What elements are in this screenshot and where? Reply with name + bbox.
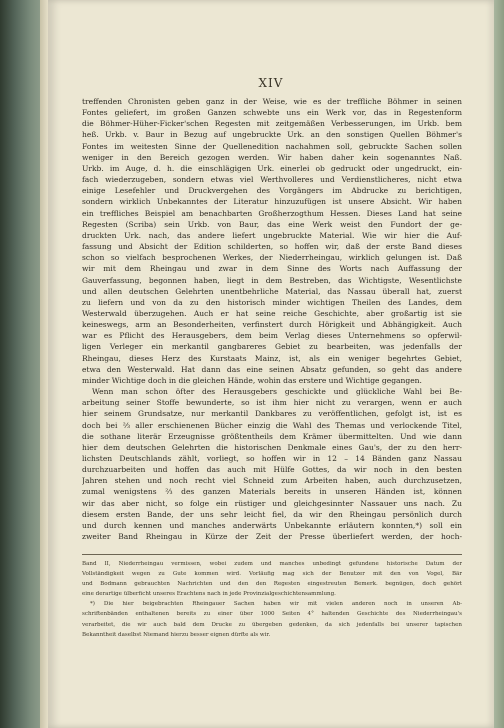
text-line: eine derartige ülberficht unseres Erachtens nach in jede Provinzialgeschichtensammlung. [82,591,336,598]
text-line: verarbeitet, die wir auch bald dem Drucke zu übergeben gedenken, da sich jedenfalls bei unserer tapischen [82,621,462,628]
text-line: Regesten (Scriba) sein Urkb. von Baur, das eine Werk weist den Fundort der ge- [82,219,462,229]
text-line: durchzuarbeiten und hoffen das auch mit Hülfe Gottes, da wir noch in den besten [82,465,462,475]
footnote-divider [82,554,462,555]
text-line: Gauverfassung, begonnen haben, liegt in dem Bestreben, das Wichtigste, Wesentlichste [82,275,462,285]
text-line: doch bei ⅔ aller erschienenen Bücher einzig die Wahl des Themas und verlockende Titel, [82,420,462,430]
footnotes [82,559,462,640]
text-line: Urkb. im Auge, d. h. die einschlägigen Urk. einerlei ob gedruckt oder ungedruckt, ein- [82,163,462,173]
text-line: Westerwald überzugehen. Auch er hat seine reiche Geschichte, aber großartig ist sie [82,308,462,318]
text-line: zweiter Band Rheingau in Kürze der Zeit der Presse überliefert werden, der hoch- [82,532,462,542]
text-line: Jahren stehen und noch recht viel Schneid zum Arbeiten haben, auch durchzusetzen, [82,476,462,486]
text-line: die sothane literär Erzeugnisse größtentheils dem Krämer übermittelten. Und wie dann [82,431,462,441]
main-text [82,96,462,542]
text-line: wir das aber nicht, so folge ein rüstiger und gleichgesinnter Nassauer uns nach. Zu [82,498,462,508]
text-line: zumal wenigstens ⅔ des ganzen Materials bereits in unseren Händen ist, können [82,487,462,497]
text-line: ein treffliches Beispiel am benachbarten Großherzogthum Hessen. Dieses Land hat seine [82,208,462,218]
text-line: arbeitung seiner Stoffe bewunderte, so ist ihm hier nicht zu verargen, wenn er auch [82,398,462,408]
text-line: schon so vielfach besprochenen Werkes, der Niederrheingau, wirklich gelungen ist. Daß [82,253,462,263]
text-line: Fontes im weitesten Sinne der Quellenedition nachahmen soll, gebruckte Sachen sollen [82,141,462,151]
text-line: Bekanntheit daselbst Niemand hierzu besser eignen dürfte als wir. [82,631,271,638]
text-line: war es Pflicht des Herausgebers, dem beim Verlag dieses Unternehmens so opferwil- [82,331,462,341]
text-line: zu liefern und von da zu den historisch minder wichtigen Theilen des Landes, dem [82,297,462,307]
text-line: hier dem deutschen Gelehrten die historischen Denkmale eines Gau's, der zu den herr- [82,442,462,452]
text-line: fach wiederzugeben, sondern etwas viel Werthvolleres und Verdienstlicheres, nicht etwa [82,175,462,185]
text-line: die Böhmer-Hüher-Ficker'schen Regesten mit zeitgemäßen Verbesserungen, im Urkb. bem [82,119,462,129]
text-line: und durch kennen und manches anderwärts Unbekannte erläutern konnten,*) soll ein [82,520,462,530]
book-cover-edge [494,0,504,728]
text-line: druckten Urk. nach, das andere liefert ungebruckte Material. Wie wir hier die Auf- [82,230,462,240]
text-line: lichsten Deutschlands zählt, vorliegt, so hoffen wir in 12 – 14 Bänden ganz Nassau [82,454,462,463]
text-line: minder Wichtige doch in die gleichen Hände, wohin das erstere und Wichtige gegangen. [82,375,422,385]
text-line: treffenden Chronisten geben ganz in der Weise, wie es der treffliche Böhmer in seinen [82,97,462,106]
text-line: ligen Verleger ein merkantil gangbareres Gebiet zu bearbeiten, was jedenfalls der [82,342,462,352]
text-line: etwa den Westerwald. Hat dann das eine seinen Absatz gefunden, so geht das andere [82,364,462,374]
text-line: keineswegs, arm an Besonderheiten, verfinstert durch Hörigkeit und Abhängigkeit. Auch [82,320,462,330]
page-stack-edge [40,0,48,728]
text-line: *) Die hier beigebrachten Rheingauer Sachen haben wir mit vielen anderen noch in unseren Ab- [90,601,462,608]
text-line: weniger in den Bereich gezogen werden. Wir haben daher kein sogenanntes Naß. [82,152,462,162]
text-line: fassung und Absicht der Edition schilderten, so hoffen wir, daß der erste Band dieses [82,242,462,252]
text-line: schriftenbänden enthaltenen bereits zu einer über 1000 Seiten 4° haltenden Geschichte des Niederrheingau's [82,611,462,618]
text-line: und Bodmann gebrauchten Nachrichten und den den Regesten eingestreuten Bemerk. begnügen, doch gehört [82,581,462,588]
text-line: und allen deutschen Gelehrten unentbehrliche Material, das Nassau überall hat, zuerst [82,286,462,296]
text-line: Rheingau, dieses Herz des Kurstaats Mainz, ist, als ein weniger begehrtes Gebiet, [82,353,462,363]
text-line: einige Lesefehler und Druckvergehen des Vorgängers im Abdrucke zu berichtigen, [82,186,462,196]
text-line: sondern wirklich Unbekanntes der Literatur hinzuzufügen ist unsere Absicht. Wir haben [82,197,462,207]
text-line: heß. Urkb. v. Baur in Bezug auf ungebruckte Urk. an den sonstigen Quellen Böhmer's [82,130,462,140]
text-line: wir mit dem Rheingau und zwar in dem Sinne des Worts nach Auffassung der [82,264,462,274]
text-line: Fontes geliefert, im großen Ganzen schwebte uns ein Werk vor, das in Regestenform [82,108,462,118]
text-line: hier seinem Grundsatze, nur merkantil Dankbares zu veröffentlichen, gefolgt ist, ist es [82,409,462,419]
text-line: Band II, Niederrheingau vermissen, wobei zudem und manches unbedingt gefundene historische Datum der [82,561,462,567]
page-number: XIV [258,76,284,90]
text-line: Wenn man schon öfter des Herausgebers geschickte und glückliche Wahl bei Be- [92,387,462,397]
text-line: Vollständigkeit wegen zu Gute kommen wird. Vorläufig mag sich der Benutzer mit den von Vogel, Bär [82,571,462,578]
text-line: diesem ersten Bande, der uns sehr leicht fiel, da wir den Rheingau persönlich durch [82,509,462,519]
book-binding [0,0,44,728]
